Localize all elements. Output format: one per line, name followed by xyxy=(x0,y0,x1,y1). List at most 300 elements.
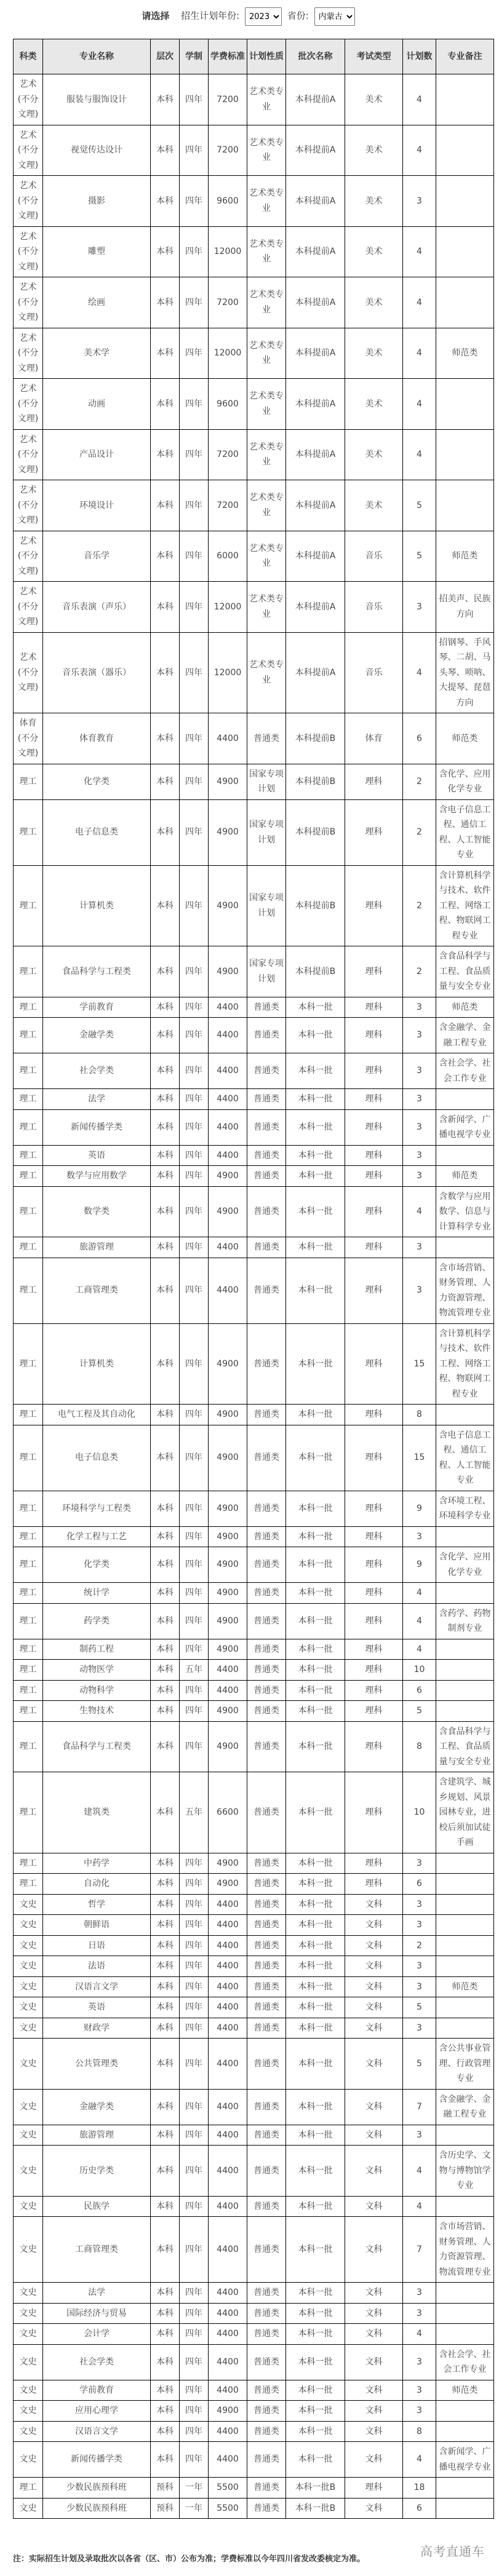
cell-category: 文史 xyxy=(14,2498,43,2519)
table-row xyxy=(14,1405,494,1425)
cell-category: 文史 xyxy=(14,2283,43,2304)
cell-plan-type: 国家专项计划 xyxy=(247,799,286,865)
cell-plan-type: 艺术类专业 xyxy=(247,176,286,227)
cell-major: 音乐表演（声乐） xyxy=(43,582,151,633)
table-row xyxy=(14,1853,494,1874)
cell-batch: 本科一批 xyxy=(286,2324,345,2345)
cell-tuition: 7200 xyxy=(209,429,247,480)
cell-major: 产品设计 xyxy=(43,429,151,480)
cell-category: 艺术(不分文理) xyxy=(14,582,43,633)
cell-exam-type: 音乐 xyxy=(345,531,403,582)
cell-category: 文史 xyxy=(14,2196,43,2217)
cell-tuition: 4400 xyxy=(209,1660,247,1681)
cell-plan-count: 6 xyxy=(403,713,436,764)
table-row xyxy=(14,2283,494,2304)
cell-category: 艺术(不分文理) xyxy=(14,480,43,531)
cell-category: 理工 xyxy=(14,1547,43,1583)
cell-batch: 本科一批 xyxy=(286,1603,345,1639)
cell-duration: 四年 xyxy=(180,1166,209,1187)
cell-exam-type: 美术 xyxy=(345,74,403,125)
filter-bar xyxy=(0,7,499,26)
cell-major: 视觉传达设计 xyxy=(43,125,151,176)
cell-category: 文史 xyxy=(14,2018,43,2039)
table-row xyxy=(14,2421,494,2442)
filter-title: 请选择 xyxy=(142,10,170,22)
cell-batch: 本科一批 xyxy=(286,2018,345,2039)
cell-major: 制药工程 xyxy=(43,1639,151,1660)
cell-category: 理工 xyxy=(14,1405,43,1425)
cell-exam-type: 美术 xyxy=(345,429,403,480)
cell-plan-type: 普通类 xyxy=(247,1323,286,1405)
cell-duration: 四年 xyxy=(180,226,209,277)
cell-plan-type: 国家专项计划 xyxy=(247,764,286,799)
cell-level: 本科 xyxy=(151,1660,180,1681)
cell-batch: 本科一批 xyxy=(286,1639,345,1660)
cell-note: 含数学与应用数学、信息与计算科学专业 xyxy=(436,1186,494,1237)
cell-major: 社会学类 xyxy=(43,2344,151,2380)
cell-batch: 本科一批 xyxy=(286,1526,345,1547)
cell-plan-type: 普通类 xyxy=(247,2217,286,2283)
cell-category: 艺术(不分文理) xyxy=(14,277,43,328)
cell-tuition: 4400 xyxy=(209,2344,247,2380)
cell-exam-type: 理科 xyxy=(345,1772,403,1853)
cell-category: 理工 xyxy=(14,2478,43,2499)
column-header-plan-count: 计划数 xyxy=(403,39,436,74)
cell-tuition: 4400 xyxy=(209,1935,247,1956)
cell-level: 本科 xyxy=(151,1425,180,1491)
cell-tuition: 5500 xyxy=(209,2498,247,2519)
cell-category: 理工 xyxy=(14,946,43,997)
cell-major: 历史学类 xyxy=(43,2146,151,2197)
cell-plan-count: 10 xyxy=(403,1660,436,1681)
cell-batch: 本科一批 xyxy=(286,2089,345,2125)
cell-exam-type: 音乐 xyxy=(345,632,403,713)
cell-duration: 四年 xyxy=(180,1425,209,1491)
table-row xyxy=(14,2324,494,2345)
cell-batch: 本科一批 xyxy=(286,1425,345,1491)
cell-major: 音乐表演（器乐） xyxy=(43,632,151,713)
cell-batch: 本科一批 xyxy=(286,2146,345,2197)
cell-major: 摄影 xyxy=(43,176,151,227)
cell-note xyxy=(436,1237,494,1258)
cell-batch: 本科提前B xyxy=(286,764,345,799)
cell-category: 文史 xyxy=(14,1956,43,1977)
table-row xyxy=(14,226,494,277)
cell-note: 含市场营销、财务管理、人力资源管理、物流管理专业 xyxy=(436,1258,494,1323)
table-row xyxy=(14,1976,494,1997)
cell-note xyxy=(436,480,494,531)
table-row xyxy=(14,1603,494,1639)
table-row xyxy=(14,1425,494,1491)
cell-level: 本科 xyxy=(151,1853,180,1874)
cell-note xyxy=(436,1894,494,1915)
cell-category: 理工 xyxy=(14,1874,43,1895)
cell-note: 招美声、民族方向 xyxy=(436,582,494,633)
cell-batch: 本科一批 xyxy=(286,1772,345,1853)
cell-exam-type: 文科 xyxy=(345,1976,403,1997)
cell-note: 含食品科学与工程、食品质量与安全专业 xyxy=(436,1721,494,1772)
cell-exam-type: 理科 xyxy=(345,1425,403,1491)
cell-note: 含计算机科学与技术、软件工程、网络工程、物联网工程专业 xyxy=(436,1323,494,1405)
cell-batch: 本科一批 xyxy=(286,1145,345,1166)
cell-tuition: 4900 xyxy=(209,1186,247,1237)
cell-plan-count: 18 xyxy=(403,2478,436,2499)
cell-duration: 四年 xyxy=(180,764,209,799)
cell-plan-count: 3 xyxy=(403,997,436,1018)
cell-level: 本科 xyxy=(151,2217,180,2283)
cell-major: 建筑类 xyxy=(43,1772,151,1853)
cell-note xyxy=(436,2018,494,2039)
cell-exam-type: 文科 xyxy=(345,2196,403,2217)
cell-tuition: 4900 xyxy=(209,1425,247,1491)
cell-category: 艺术(不分文理) xyxy=(14,74,43,125)
cell-category: 文史 xyxy=(14,2344,43,2380)
cell-duration: 四年 xyxy=(180,1639,209,1660)
cell-duration: 四年 xyxy=(180,1089,209,1110)
cell-plan-type: 普通类 xyxy=(247,997,286,1018)
cell-plan-count: 3 xyxy=(403,1853,436,1874)
cell-plan-type: 艺术类专业 xyxy=(247,531,286,582)
cell-plan-type: 艺术类专业 xyxy=(247,480,286,531)
cell-category: 文史 xyxy=(14,2089,43,2125)
cell-plan-type: 普通类 xyxy=(247,1583,286,1604)
cell-exam-type: 美术 xyxy=(345,379,403,430)
cell-tuition: 4900 xyxy=(209,1874,247,1895)
cell-plan-count: 4 xyxy=(403,328,436,379)
cell-plan-type: 普通类 xyxy=(247,2324,286,2345)
cell-category: 文史 xyxy=(14,2401,43,2422)
column-header-duration: 学制 xyxy=(180,39,209,74)
cell-plan-type: 普通类 xyxy=(247,2498,286,2519)
cell-note: 含电子信息工程、通信工程、人工智能专业 xyxy=(436,1425,494,1491)
province-select[interactable] xyxy=(314,7,355,26)
cell-duration: 四年 xyxy=(180,1547,209,1583)
cell-note xyxy=(436,1526,494,1547)
cell-exam-type: 文科 xyxy=(345,2344,403,2380)
cell-category: 艺术(不分文理) xyxy=(14,226,43,277)
cell-exam-type: 文科 xyxy=(345,1935,403,1956)
cell-batch: 本科提前A xyxy=(286,328,345,379)
year-select[interactable] xyxy=(245,7,282,26)
cell-plan-count: 3 xyxy=(403,1915,436,1936)
cell-exam-type: 理科 xyxy=(345,865,403,946)
cell-batch: 本科一批 xyxy=(286,2283,345,2304)
cell-major: 学前教育 xyxy=(43,997,151,1018)
cell-plan-count: 5 xyxy=(403,2039,436,2090)
cell-plan-type: 普通类 xyxy=(247,2039,286,2090)
cell-level: 本科 xyxy=(151,997,180,1018)
cell-level: 本科 xyxy=(151,1956,180,1977)
cell-category: 理工 xyxy=(14,1018,43,1053)
cell-level: 本科 xyxy=(151,1089,180,1110)
cell-plan-count: 3 xyxy=(403,1109,436,1145)
column-header-category: 科类 xyxy=(14,39,43,74)
table-row xyxy=(14,1956,494,1977)
table-row xyxy=(14,125,494,176)
cell-major: 工商管理类 xyxy=(43,2217,151,2283)
cell-batch: 本科一批 xyxy=(286,1491,345,1526)
cell-note: 含电子信息工程、通信工程、人工智能专业 xyxy=(436,799,494,865)
cell-note: 师范类 xyxy=(436,328,494,379)
cell-major: 会计学 xyxy=(43,2324,151,2345)
cell-plan-count: 3 xyxy=(403,1166,436,1187)
cell-exam-type: 文科 xyxy=(345,1915,403,1936)
cell-category: 文史 xyxy=(14,2039,43,2090)
table-row xyxy=(14,1053,494,1089)
cell-tuition: 4400 xyxy=(209,1956,247,1977)
cell-note: 师范类 xyxy=(436,1166,494,1187)
cell-category: 理工 xyxy=(14,1701,43,1722)
cell-category: 理工 xyxy=(14,1721,43,1772)
cell-category: 艺术(不分文理) xyxy=(14,429,43,480)
cell-category: 艺术(不分文理) xyxy=(14,632,43,713)
table-row xyxy=(14,1701,494,1722)
cell-major: 新闻传播学类 xyxy=(43,2442,151,2478)
cell-tuition: 4400 xyxy=(209,1145,247,1166)
cell-level: 本科 xyxy=(151,1145,180,1166)
cell-plan-type: 普通类 xyxy=(247,1237,286,1258)
cell-batch: 本科一批 xyxy=(286,1976,345,1997)
cell-level: 本科 xyxy=(151,1935,180,1956)
cell-exam-type: 理科 xyxy=(345,1660,403,1681)
cell-major: 工商管理类 xyxy=(43,1258,151,1323)
cell-level: 本科 xyxy=(151,713,180,764)
cell-category: 文史 xyxy=(14,1976,43,1997)
cell-tuition: 4900 xyxy=(209,1639,247,1660)
cell-level: 本科 xyxy=(151,2401,180,2422)
cell-level: 本科 xyxy=(151,2421,180,2442)
cell-level: 本科 xyxy=(151,1053,180,1089)
cell-major: 体育教育 xyxy=(43,713,151,764)
cell-exam-type: 文科 xyxy=(345,2125,403,2146)
cell-batch: 本科一批 xyxy=(286,1701,345,1722)
cell-batch: 本科提前B xyxy=(286,946,345,997)
table-row xyxy=(14,1018,494,1053)
cell-level: 本科 xyxy=(151,946,180,997)
cell-exam-type: 文科 xyxy=(345,2303,403,2324)
cell-duration: 一年 xyxy=(180,2478,209,2499)
cell-category: 理工 xyxy=(14,1660,43,1681)
cell-exam-type: 理科 xyxy=(345,1526,403,1547)
table-row xyxy=(14,379,494,430)
cell-note xyxy=(436,1701,494,1722)
cell-note xyxy=(436,1639,494,1660)
cell-tuition: 4400 xyxy=(209,2146,247,2197)
cell-level: 本科 xyxy=(151,865,180,946)
cell-category: 文史 xyxy=(14,2421,43,2442)
cell-level: 本科 xyxy=(151,328,180,379)
cell-level: 本科 xyxy=(151,2442,180,2478)
cell-level: 本科 xyxy=(151,1405,180,1425)
cell-note: 含历史学、文物与博物馆学专业 xyxy=(436,2146,494,2197)
cell-exam-type: 文科 xyxy=(345,2018,403,2039)
cell-plan-type: 艺术类专业 xyxy=(247,632,286,713)
cell-tuition: 4400 xyxy=(209,2039,247,2090)
cell-level: 本科 xyxy=(151,531,180,582)
cell-level: 本科 xyxy=(151,1721,180,1772)
cell-plan-type: 普通类 xyxy=(247,2303,286,2324)
cell-duration: 四年 xyxy=(180,1145,209,1166)
cell-duration: 四年 xyxy=(180,429,209,480)
cell-tuition: 4900 xyxy=(209,799,247,865)
cell-level: 本科 xyxy=(151,1639,180,1660)
cell-note: 师范类 xyxy=(436,997,494,1018)
cell-tuition: 4400 xyxy=(209,1680,247,1701)
cell-exam-type: 文科 xyxy=(345,2421,403,2442)
cell-tuition: 4400 xyxy=(209,2380,247,2401)
cell-exam-type: 文科 xyxy=(345,1956,403,1977)
cell-major: 食品科学与工程类 xyxy=(43,1721,151,1772)
cell-plan-type: 普通类 xyxy=(247,1701,286,1722)
cell-tuition: 4400 xyxy=(209,713,247,764)
cell-batch: 本科一批 xyxy=(286,1680,345,1701)
cell-major: 法学 xyxy=(43,2283,151,2304)
cell-duration: 四年 xyxy=(180,1976,209,1997)
cell-exam-type: 文科 xyxy=(345,2039,403,2090)
cell-batch: 本科提前A xyxy=(286,379,345,430)
cell-major: 法学 xyxy=(43,1089,151,1110)
cell-major: 国际经济与贸易 xyxy=(43,2303,151,2324)
cell-note xyxy=(436,1680,494,1701)
cell-plan-type: 普通类 xyxy=(247,2344,286,2380)
cell-batch: 本科一批 xyxy=(286,1660,345,1681)
cell-exam-type: 理科 xyxy=(345,1603,403,1639)
cell-exam-type: 美术 xyxy=(345,125,403,176)
cell-batch: 本科提前A xyxy=(286,582,345,633)
cell-plan-type: 普通类 xyxy=(247,2401,286,2422)
cell-batch: 本科一批 xyxy=(286,1053,345,1089)
cell-duration: 四年 xyxy=(180,1915,209,1936)
cell-batch: 本科一批 xyxy=(286,1405,345,1425)
cell-duration: 四年 xyxy=(180,946,209,997)
table-row xyxy=(14,1258,494,1323)
cell-plan-type: 普通类 xyxy=(247,2089,286,2125)
cell-major: 美术学 xyxy=(43,328,151,379)
cell-plan-count: 7 xyxy=(403,2217,436,2283)
cell-plan-count: 4 xyxy=(403,1186,436,1237)
cell-plan-count: 3 xyxy=(403,1258,436,1323)
cell-batch: 本科提前A xyxy=(286,277,345,328)
table-row xyxy=(14,1237,494,1258)
cell-batch: 本科提前A xyxy=(286,632,345,713)
cell-category: 文史 xyxy=(14,2442,43,2478)
table-row xyxy=(14,2217,494,2283)
cell-note: 含市场营销、财务管理、人力资源管理、物流管理专业 xyxy=(436,2217,494,2283)
cell-plan-type: 普通类 xyxy=(247,1997,286,2018)
cell-level: 本科 xyxy=(151,1915,180,1936)
cell-category: 文史 xyxy=(14,1915,43,1936)
column-header-major: 专业名称 xyxy=(43,39,151,74)
cell-plan-type: 普通类 xyxy=(247,1935,286,1956)
cell-category: 文史 xyxy=(14,1894,43,1915)
table-row xyxy=(14,1583,494,1604)
cell-plan-count: 6 xyxy=(403,1680,436,1701)
cell-plan-type: 艺术类专业 xyxy=(247,582,286,633)
cell-major: 服装与服饰设计 xyxy=(43,74,151,125)
cell-exam-type: 理科 xyxy=(345,1721,403,1772)
cell-batch: 本科一批 xyxy=(286,2303,345,2324)
cell-note xyxy=(436,1145,494,1166)
cell-category: 理工 xyxy=(14,1186,43,1237)
cell-batch: 本科一批 xyxy=(286,1323,345,1405)
cell-exam-type: 文科 xyxy=(345,2324,403,2345)
cell-plan-type: 普通类 xyxy=(247,2196,286,2217)
cell-exam-type: 文科 xyxy=(345,2089,403,2125)
cell-major: 日语 xyxy=(43,1935,151,1956)
cell-tuition: 4400 xyxy=(209,2018,247,2039)
cell-major: 哲学 xyxy=(43,1894,151,1915)
cell-level: 本科 xyxy=(151,277,180,328)
table-row xyxy=(14,328,494,379)
cell-batch: 本科一批 xyxy=(286,1915,345,1936)
cell-note: 师范类 xyxy=(436,1976,494,1997)
cell-major: 数学与应用数学 xyxy=(43,1166,151,1187)
cell-major: 计算机类 xyxy=(43,1323,151,1405)
cell-category: 艺术(不分文理) xyxy=(14,328,43,379)
cell-level: 本科 xyxy=(151,2196,180,2217)
cell-plan-type: 普通类 xyxy=(247,1976,286,1997)
table-row xyxy=(14,2380,494,2401)
cell-note xyxy=(436,429,494,480)
cell-plan-count: 3 xyxy=(403,1956,436,1977)
table-row xyxy=(14,1186,494,1237)
cell-plan-count: 5 xyxy=(403,531,436,582)
cell-plan-type: 普通类 xyxy=(247,1526,286,1547)
cell-level: 本科 xyxy=(151,1258,180,1323)
cell-major: 中药学 xyxy=(43,1853,151,1874)
cell-major: 旅游管理 xyxy=(43,1237,151,1258)
table-row xyxy=(14,1526,494,1547)
cell-tuition: 6600 xyxy=(209,1772,247,1853)
cell-exam-type: 文科 xyxy=(345,2442,403,2478)
cell-duration: 四年 xyxy=(180,1894,209,1915)
cell-note xyxy=(436,379,494,430)
cell-exam-type: 理科 xyxy=(345,1853,403,1874)
cell-tuition: 4900 xyxy=(209,946,247,997)
cell-duration: 四年 xyxy=(180,2089,209,2125)
cell-category: 理工 xyxy=(14,1166,43,1187)
cell-duration: 四年 xyxy=(180,125,209,176)
cell-plan-count: 3 xyxy=(403,2380,436,2401)
cell-note: 师范类 xyxy=(436,713,494,764)
cell-exam-type: 理科 xyxy=(345,1258,403,1323)
cell-duration: 一年 xyxy=(180,2498,209,2519)
cell-plan-type: 艺术类专业 xyxy=(247,379,286,430)
cell-batch: 本科一批 xyxy=(286,2380,345,2401)
cell-major: 化学工程与工艺 xyxy=(43,1526,151,1547)
cell-plan-count: 2 xyxy=(403,865,436,946)
cell-category: 理工 xyxy=(14,799,43,865)
table-row xyxy=(14,429,494,480)
cell-major: 环境设计 xyxy=(43,480,151,531)
cell-major: 新闻传播学类 xyxy=(43,1109,151,1145)
table-row xyxy=(14,764,494,799)
cell-duration: 四年 xyxy=(180,2146,209,2197)
cell-tuition: 4400 xyxy=(209,2089,247,2125)
cell-exam-type: 文科 xyxy=(345,2401,403,2422)
cell-batch: 本科提前A xyxy=(286,125,345,176)
cell-category: 艺术(不分文理) xyxy=(14,125,43,176)
cell-batch: 本科一批 xyxy=(286,2125,345,2146)
cell-plan-count: 2 xyxy=(403,764,436,799)
cell-major: 金融学类 xyxy=(43,1018,151,1053)
province-label: 省份: xyxy=(287,10,309,22)
cell-category: 理工 xyxy=(14,1145,43,1166)
cell-exam-type: 美术 xyxy=(345,480,403,531)
cell-major: 英语 xyxy=(43,1997,151,2018)
cell-level: 本科 xyxy=(151,2344,180,2380)
cell-level: 预科 xyxy=(151,2478,180,2499)
